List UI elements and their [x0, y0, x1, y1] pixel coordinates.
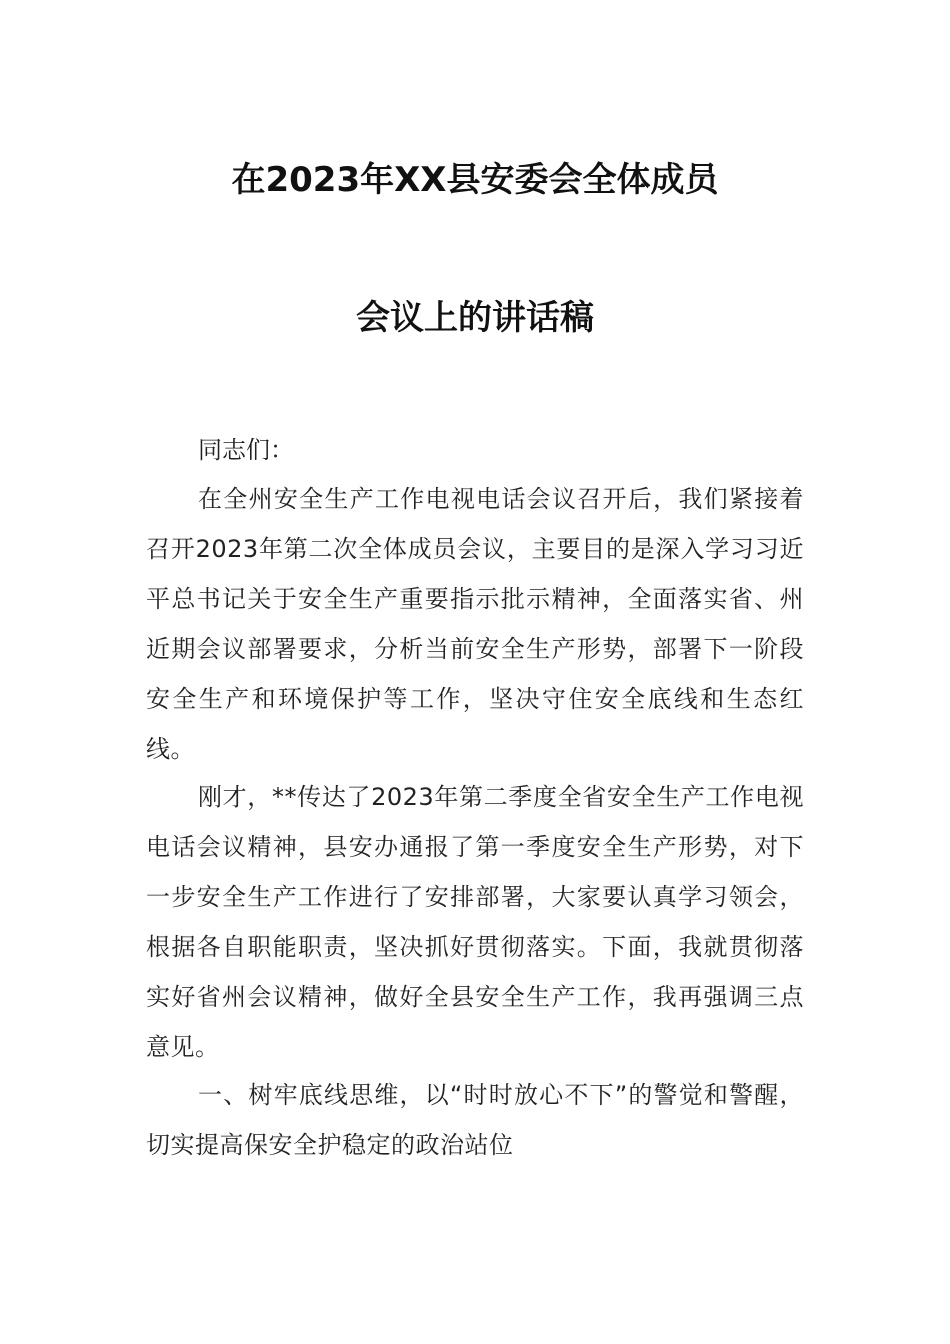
document-title-line-2: 会议上的讲话稿	[356, 298, 594, 338]
paragraph-1: 在全州安全生产工作电视电话会议召开后，我们紧接着召开2023年第二次全体成员会议，主要目的是深入学习习近平总书记关于安全生产重要指示批示精神，全面落实省、州近期会议部署要求，分析当前安全生产形势，部署下一阶段安全生产和环境保护等工作，坚决守住安全底线和生态红线。	[146, 485, 804, 763]
paragraph-2: 刚才，**传达了2023年第二季度全省安全生产工作电视电话会议精神，县安办通报了第一季度安全生产形势，对下一步安全生产工作进行了安排部署，大家要认真学习领会，根据各自职能职责，坚决抓好贯彻落实。下面，我就贯彻落实好省州会议精神，做好全县安全生产工作，我再强调三点意见。	[146, 783, 804, 1061]
section-heading-1: 一、树牢底线思维，以“时时放心不下”的警觉和警醒，切实提高保安全护稳定的政治站位	[146, 1081, 804, 1159]
document-title-line-1: 在2023年XX县安委会全体成员	[231, 160, 719, 200]
salutation: 同志们：	[198, 436, 294, 464]
paragraph-1-block	[146, 474, 804, 774]
paragraph-2-block	[146, 772, 804, 1072]
section-heading-1-block	[146, 1070, 804, 1170]
